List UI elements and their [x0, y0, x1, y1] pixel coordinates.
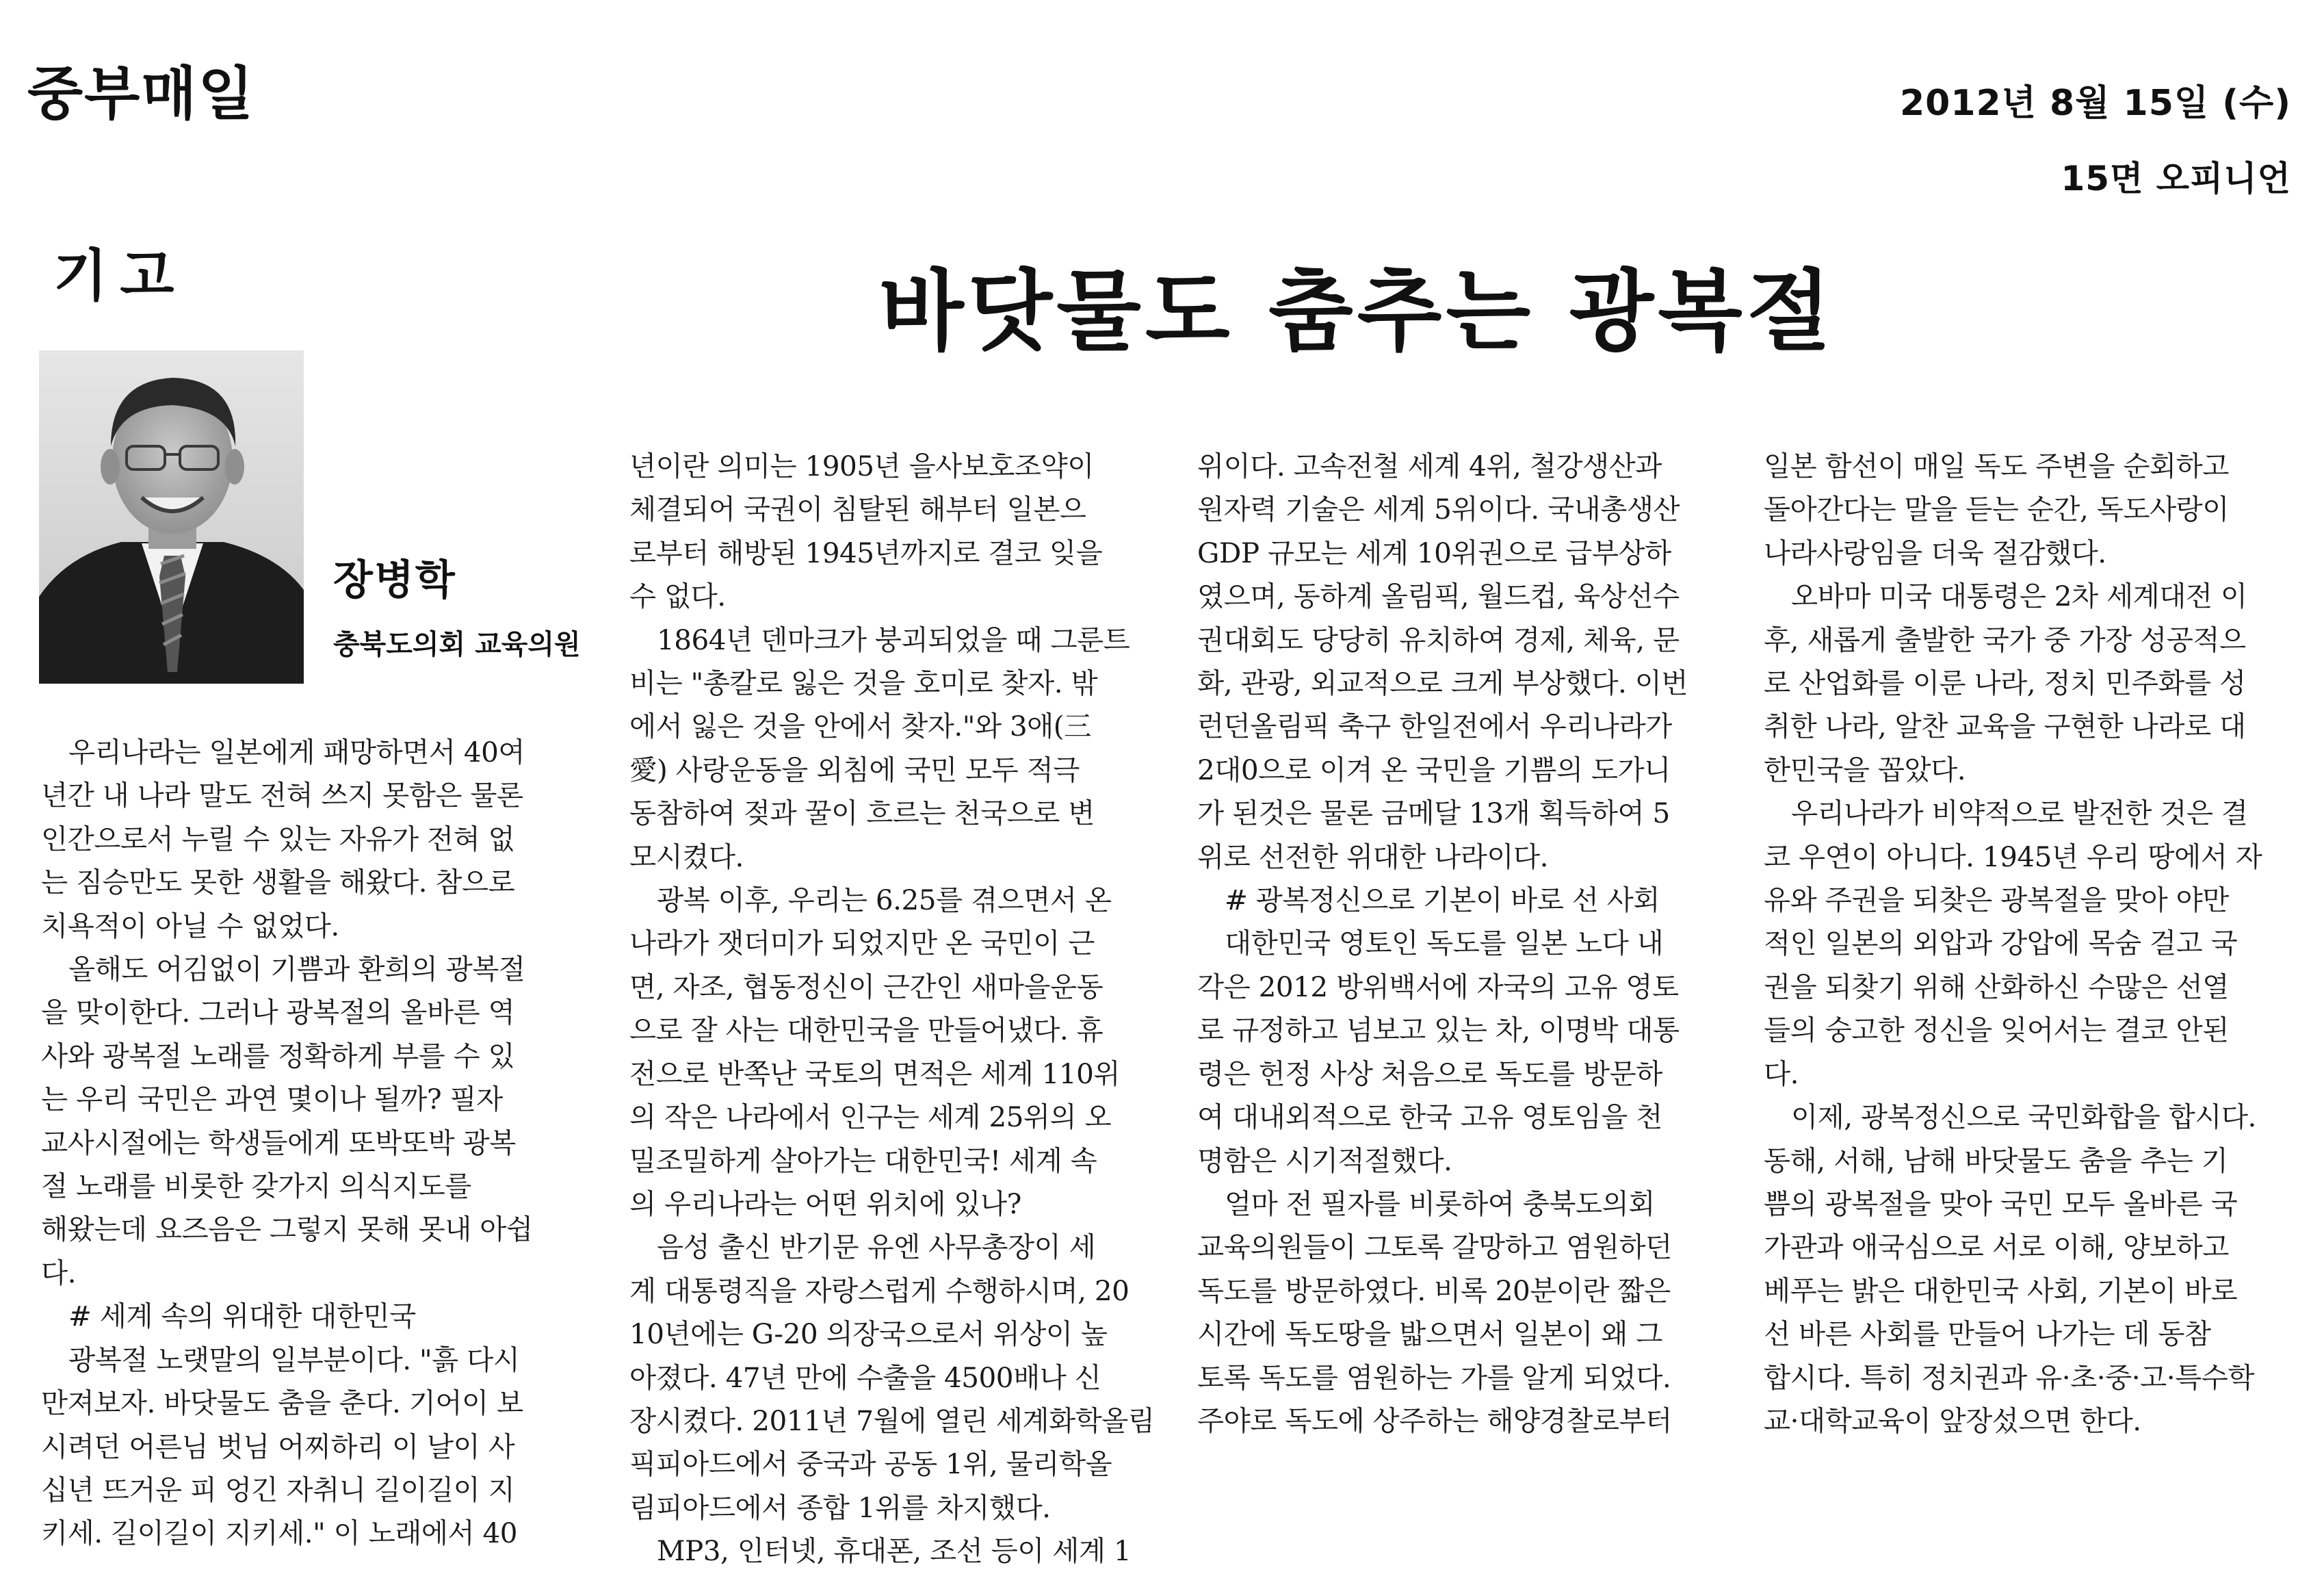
author-portrait-image	[39, 350, 304, 684]
article-line: 오바마 미국 대통령은 2차 세계대전 이	[1791, 580, 2247, 613]
article-line: 광복절 노랫말의 일부분이다. "흙 다시	[68, 1343, 520, 1376]
article-line: 년이란 의미는 1905년 을사보호조약이	[629, 450, 1094, 482]
article-line: 독도를 방문하였다. 비록 20분이란 짧은	[1197, 1274, 1671, 1307]
article-line: 로 산업화를 이룬 나라, 정치 민주화를 성	[1764, 667, 2246, 700]
article-line: 로 규정하고 넘보고 있는 차, 이명박 대통	[1197, 1014, 1680, 1047]
article-line: 전으로 반쪽난 국토의 면적은 세계 110위	[629, 1057, 1121, 1090]
article-line: 여 대내외적으로 한국 고유 영토임을 천	[1197, 1100, 1662, 1134]
article-line: # 세계 속의 위대한 대한민국	[68, 1300, 416, 1333]
article-line: GDP 규모는 세계 10위권으로 급부상하	[1197, 536, 1671, 569]
article-line: 밀조밀하게 살아가는 대한민국! 세계 속	[629, 1144, 1097, 1177]
article-line: 화, 관광, 외교적으로 크게 부상했다. 이번	[1197, 667, 1688, 700]
article-line: 키세. 길이길이 지키세." 이 노래에서 40	[41, 1517, 518, 1550]
article-line: 십년 뜨거운 피 엉긴 자취니 길이길이 지	[41, 1473, 515, 1506]
article-column-2	[629, 445, 1170, 1573]
article-line: 돌아간다는 말을 듣는 순간, 독도사랑이	[1764, 493, 2229, 526]
article-line: 교육의원들이 그토록 갈망하고 염원하던	[1197, 1230, 1672, 1264]
page-section: 15면 오피니언	[2061, 159, 2291, 198]
article-line: 각은 2012 방위백서에 자국의 고유 영토	[1197, 970, 1679, 1003]
author-title: 충북도의회 교육의원	[333, 629, 581, 660]
article-line: 위이다. 고속전철 세계 4위, 철강생산과	[1197, 450, 1662, 482]
article-line: 면, 자조, 협동정신이 근간인 새마을운동	[629, 970, 1104, 1003]
article-line: MP3, 인터넷, 휴대폰, 조선 등이 세계 1	[657, 1534, 1132, 1568]
article-line: 는 짐승만도 못한 생활을 해왔다. 참으로	[41, 866, 515, 899]
article-line: 올해도 어김없이 기쁨과 환희의 광복절	[68, 953, 525, 986]
newspaper-masthead: 중부매일	[27, 60, 255, 127]
article-line: 합시다. 특히 정치권과 유·초·중·고·특수학	[1764, 1360, 2254, 1394]
article-line: 권대회도 당당히 유치하여 경제, 체육, 문	[1197, 623, 1680, 656]
article-line: 만져보자. 바닷물도 춤을 춘다. 기어이 보	[41, 1386, 523, 1420]
article-line: 나라가 잿더미가 되었지만 온 국민이 근	[629, 927, 1095, 960]
article-line: 계 대통령직을 자랑스럽게 수행하시며, 20	[629, 1274, 1130, 1307]
article-headline: 바닷물도 춤추는 광복절	[879, 261, 1836, 363]
article-line: 해왔는데 요즈음은 그렇지 못해 못내 아쉽	[41, 1213, 533, 1246]
article-line: 음성 출신 반기문 유엔 사무총장이 세	[657, 1230, 1096, 1264]
author-name: 장병학	[333, 556, 456, 604]
article-line: 의 우리나라는 어떤 위치에 있나?	[629, 1187, 1021, 1220]
article-line: 베푸는 밝은 대한민국 사회, 기본이 바로	[1764, 1274, 2238, 1307]
article-line: 교사시절에는 학생들에게 또박또박 광복	[41, 1126, 516, 1159]
article-line: 적인 일본의 외압과 강압에 목숨 걸고 국	[1764, 927, 2238, 960]
article-line: 였으며, 동하계 올림픽, 월드컵, 육상선수	[1197, 580, 1680, 613]
article-line: 인간으로서 누릴 수 있는 자유가 전혀 없	[41, 822, 515, 855]
article-line: 수 없다.	[629, 580, 726, 613]
publication-date: 2012년 8월 15일 (수)	[1899, 83, 2291, 124]
article-line: 1864년 덴마크가 붕괴되었을 때 그룬트	[657, 623, 1130, 656]
article-line: 령은 헌정 사상 처음으로 독도를 방문하	[1197, 1057, 1662, 1090]
article-line: 모시켰다.	[629, 840, 744, 873]
article-line: 의 작은 나라에서 인구는 세계 25위의 오	[629, 1100, 1112, 1134]
article-line: 런던올림픽 축구 한일전에서 우리나라가	[1197, 710, 1672, 743]
article-line: # 광복정신으로 기본이 바로 선 사회	[1225, 883, 1660, 917]
article-line: 주야로 독도에 상주하는 해양경찰로부터	[1197, 1404, 1672, 1437]
article-line: 다.	[1764, 1057, 1799, 1090]
article-line: 10년에는 G-20 의장국으로서 위상이 높	[629, 1317, 1108, 1351]
article-line: 으로 잘 사는 대한민국을 만들어냈다. 휴	[629, 1014, 1104, 1047]
article-line: 토록 독도를 염원하는 가를 알게 되었다.	[1197, 1360, 1671, 1394]
article-line: 을 맞이한다. 그러나 광복절의 올바른 역	[41, 996, 515, 1029]
article-line: 나라사랑임을 더욱 절감했다.	[1764, 536, 2106, 569]
article-line: 가관과 애국심으로 서로 이해, 양보하고	[1764, 1230, 2229, 1264]
article-line: 우리나라가 비약적으로 발전한 것은 결	[1791, 797, 2248, 830]
article-line: 사와 광복절 노래를 정확하게 부를 수 있	[41, 1039, 515, 1072]
article-column-3	[1197, 445, 1731, 1443]
article-line: 들의 숭고한 정신을 잊어서는 결코 안된	[1764, 1014, 2229, 1047]
author-photo	[39, 350, 304, 684]
article-line: 절 노래를 비롯한 갖가지 의식지도를	[41, 1170, 471, 1203]
article-line: 쁨의 광복절을 맞아 국민 모두 올바른 국	[1764, 1187, 2238, 1220]
article-line: 장시켰다. 2011년 7월에 열린 세계화학올림	[629, 1404, 1155, 1437]
article-line: 명함은 시기적절했다.	[1197, 1144, 1452, 1177]
article-line: 에서 잃은 것을 안에서 찾자."와 3애(三	[629, 710, 1092, 743]
article-line: 일본 함선이 매일 독도 주변을 순회하고	[1764, 450, 2229, 482]
article-column-4	[1764, 445, 2311, 1443]
article-line: 후, 새롭게 출발한 국가 중 가장 성공적으	[1764, 623, 2246, 656]
article-line: 로부터 해방된 1945년까지로 결코 잊을	[629, 536, 1103, 569]
article-line: 우리나라는 일본에게 패망하면서 40여	[68, 736, 525, 769]
article-line: 시간에 독도땅을 밟으면서 일본이 왜 그	[1197, 1317, 1662, 1351]
article-line: 년간 내 나라 말도 전혀 쓰지 못함은 물론	[41, 779, 523, 812]
article-line: 위로 선전한 위대한 나라이다.	[1197, 840, 1548, 873]
dateline	[1900, 74, 2291, 201]
article-line: 림피아드에서 종합 1위를 차지했다.	[629, 1491, 1051, 1524]
article-line: 이제, 광복정신으로 국민화합을 합시다.	[1791, 1100, 2256, 1134]
article-line: 권을 되찾기 위해 산화하신 수많은 선열	[1764, 970, 2229, 1003]
article-column-1	[41, 731, 588, 1556]
article-line: 다.	[41, 1256, 76, 1289]
article-line: 는 우리 국민은 과연 몇이나 될까? 필자	[41, 1083, 503, 1116]
article-line: 픽피아드에서 중국과 공동 1위, 물리학올	[629, 1447, 1112, 1481]
article-line: 동참하여 젖과 꿀이 흐르는 천국으로 변	[629, 797, 1095, 830]
article-line: 아졌다. 47년 만에 수출을 4500배나 신	[629, 1360, 1101, 1394]
article-line: 시려던 어른님 벗님 어찌하리 이 날이 사	[41, 1430, 515, 1463]
article-line: 선 바른 사회를 만들어 나가는 데 동참	[1764, 1317, 2211, 1351]
article-line: 동해, 서해, 남해 바닷물도 춤을 추는 기	[1764, 1144, 2228, 1177]
article-line: 대한민국 영토인 독도를 일본 노다 내	[1225, 927, 1664, 960]
article-line: 체결되어 국권이 침탈된 해부터 일본으	[629, 493, 1086, 526]
article-line: 비는 "총칼로 잃은 것을 호미로 찾자. 밖	[629, 667, 1098, 700]
article-line: 원자력 기술은 세계 5위이다. 국내총생산	[1197, 493, 1680, 526]
article-line: 교·대학교육이 앞장섰으면 한다.	[1764, 1404, 2141, 1437]
article-line: 취한 나라, 알찬 교육을 구현한 나라로 대	[1764, 710, 2246, 743]
article-line: 愛) 사랑운동을 외침에 국민 모두 적극	[629, 753, 1080, 786]
article-line: 유와 주권을 되찾은 광복절을 맞아 야만	[1764, 883, 2229, 917]
section-label: 기고	[53, 244, 187, 309]
article-line: 2대0으로 이겨 온 국민을 기쁨의 도가니	[1197, 753, 1671, 786]
article-line: 가 된것은 물론 금메달 13개 획득하여 5	[1197, 797, 1670, 830]
article-line: 한민국을 꼽았다.	[1764, 753, 1966, 786]
article-line: 광복 이후, 우리는 6.25를 겪으면서 온	[657, 883, 1112, 917]
article-line: 코 우연이 아니다. 1945년 우리 땅에서 자	[1764, 840, 2262, 873]
article-line: 치욕적이 아닐 수 없었다.	[41, 909, 339, 942]
article-line: 얼마 전 필자를 비롯하여 충북도의회	[1225, 1187, 1655, 1220]
